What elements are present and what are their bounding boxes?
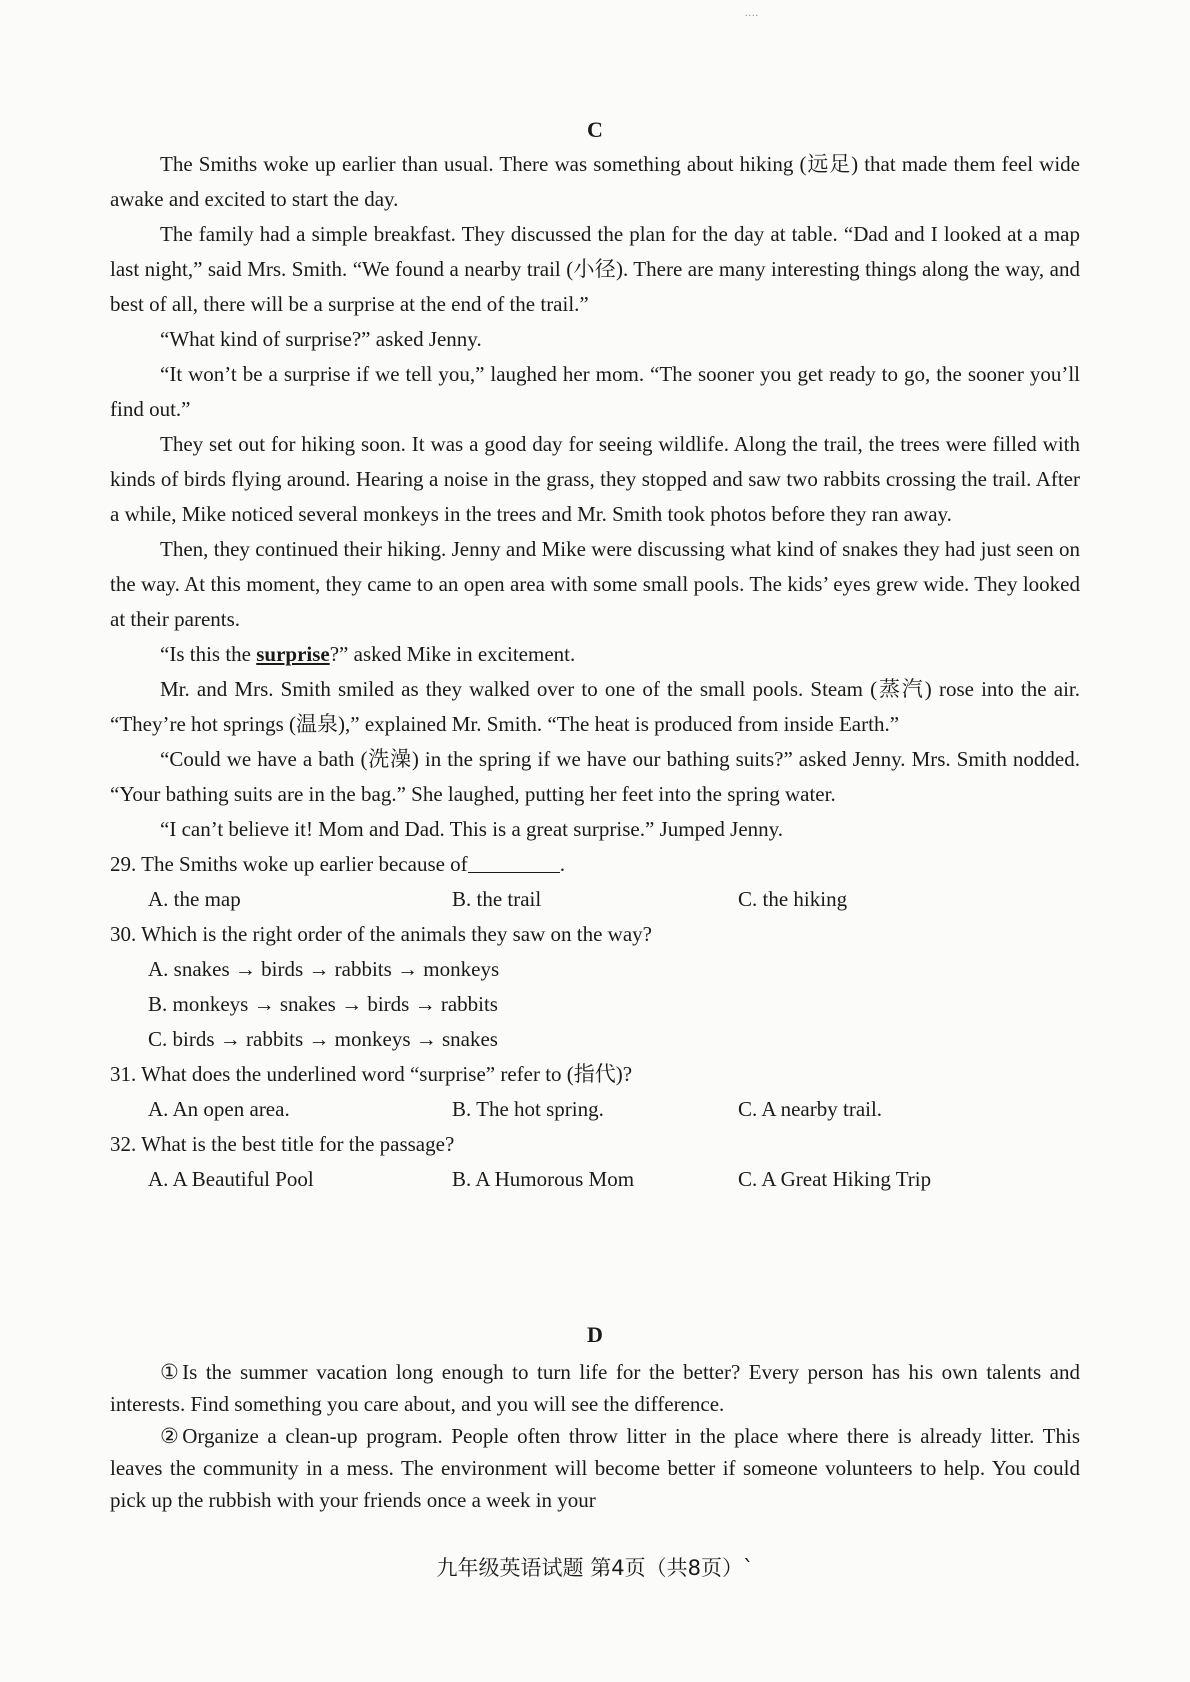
question-32: 32. What is the best title for the passage? — [110, 1132, 455, 1156]
passage-d — [110, 1356, 1080, 1516]
passage-c — [110, 147, 1080, 1197]
option-b: B. monkeys → snakes → birds → rabbits — [148, 992, 498, 1016]
passage-paragraph: “Could we have a bath (洗澡) in the spring if we have our bathing suits?” asked Jenny. Mrs. Smith nodded. “Your bathing suits are in the bag.” She laughed, putting her feet into the spring water. — [110, 747, 1080, 806]
passage-paragraph: “It won’t be a surprise if we tell you,” laughed her mom. “The sooner you get ready to go, the sooner you’ll find out.” — [110, 362, 1080, 421]
section-d-title: D — [587, 1322, 603, 1347]
passage-paragraph: Mr. and Mrs. Smith smiled as they walked over to one of the small pools. Steam (蒸汽) rose into the air. “They’re hot springs (温泉),” explained Mr. Smith. “The heat is produced from inside Earth.” — [110, 677, 1080, 736]
option-c: C. the hiking — [738, 887, 848, 911]
option-b: B. The hot spring. — [452, 1097, 604, 1121]
question-30: 30. Which is the right order of the animals they saw on the way? — [110, 922, 652, 946]
option-c: C. A nearby trail. — [738, 1097, 883, 1121]
question-31: 31. What does the underlined word “surprise” refer to (指代)? — [110, 1062, 633, 1086]
answer-blank — [468, 852, 560, 873]
option-b: B. A Humorous Mom — [452, 1167, 635, 1191]
question-32-options — [110, 1162, 1080, 1197]
passage-paragraph: “What kind of surprise?” asked Jenny. — [160, 327, 482, 351]
passage-paragraph: “I can’t believe it! Mom and Dad. This is a great surprise.” Jumped Jenny. — [160, 817, 784, 841]
question-29-options — [110, 882, 1080, 917]
option-b: B. the trail — [452, 887, 542, 911]
section-c-title: C — [587, 117, 603, 142]
passage-paragraph: ②Organize a clean-up program. People often throw litter in the place where there is already litter. This leaves the community in a mess. The environment will become better if someone volunteers to help. You could pick up the rubbish with your friends once a week in your — [110, 1424, 1080, 1512]
page-footer: 九年级英语试题 第4页（共8页）` — [436, 1556, 754, 1580]
underlined-word-surprise: surprise — [256, 642, 330, 666]
question-31-options — [110, 1092, 1080, 1127]
option-a: A. snakes → birds → rabbits → monkeys — [148, 957, 500, 981]
option-a: A. A Beautiful Pool — [148, 1167, 314, 1191]
option-a: A. the map — [148, 887, 241, 911]
option-c: C. A Great Hiking Trip — [738, 1167, 932, 1191]
passage-paragraph: The Smiths woke up earlier than usual. There was something about hiking (远足) that made them feel wide awake and excited to start the day. — [110, 152, 1080, 211]
passage-paragraph: They set out for hiking soon. It was a good day for seeing wildlife. Along the trail, the trees were filled with kinds of birds flying around. Hearing a noise in the grass, they stopped and saw two rabbits crossing the trail. After a while, Mike noticed several monkeys in the trees and Mr. Smith took photos before they ran away. — [110, 432, 1080, 526]
passage-paragraph: ①Is the summer vacation long enough to turn life for the better? Every person has his own talents and interests. Find something you care about, and you will see the difference. — [110, 1360, 1080, 1416]
passage-paragraph-underlined: “Is this the surprise?” asked Mike in excitement. — [160, 642, 576, 666]
top-mark: .... — [745, 8, 759, 19]
option-a: A. An open area. — [148, 1097, 290, 1121]
passage-paragraph: Then, they continued their hiking. Jenny and Mike were discussing what kind of snakes they had just seen on the way. At this moment, they came to an open area with some small pools. The kids’ eyes grew wide. They looked at their parents. — [110, 537, 1080, 631]
question-29: 29. The Smiths woke up earlier because of . — [110, 852, 565, 876]
passage-paragraph: The family had a simple breakfast. They discussed the plan for the day at table. “Dad and I looked at a map last night,” said Mrs. Smith. “We found a nearby trail (小径). There are many interesting things along the way, and best of all, there will be a surprise at the end of the trail.” — [110, 222, 1080, 316]
option-c: C. birds → rabbits → monkeys → snakes — [148, 1027, 498, 1051]
